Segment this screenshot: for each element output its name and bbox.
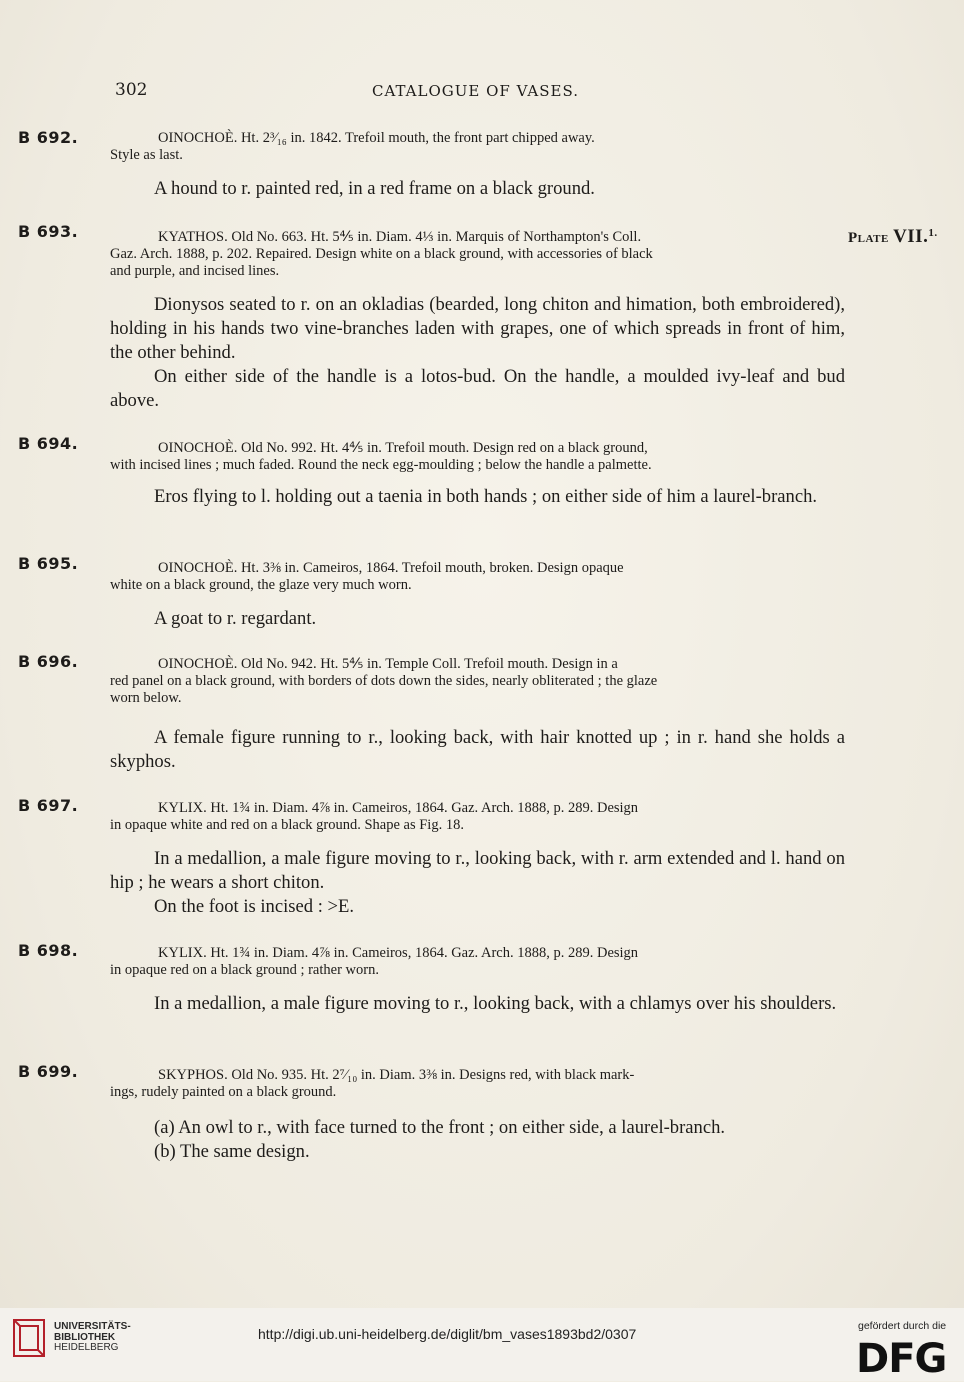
digitization-footer (0, 1308, 964, 1381)
entry-header-line: OINOCHOÈ. Ht. 3⅜ in. Cameiros, 1864. Trefoil mouth, broken. Design opaque (158, 560, 624, 576)
entry-number: B 697. (18, 796, 79, 815)
entry-header (110, 945, 845, 979)
page-number: 302 (115, 80, 148, 100)
logo-line: BIBLIOTHEK (54, 1331, 116, 1343)
entry-header-line: SKYPHOS. Old No. 935. Ht. 2⁷⁄₁₀ in. Diam. 3⅜ in. Designs red, with black mark- (158, 1067, 635, 1083)
entry-header-line: red panel on a black ground, with borders of dots down the sides, nearly obliterated ; the glaze (110, 673, 658, 689)
logo-line: UNIVERSITÄTS- (54, 1321, 131, 1332)
entry-header-line: ings, rudely painted on a black ground. (110, 1084, 337, 1100)
description-paragraph: Dionysos seated to r. on an okladias (bearded, long chiton and himation, both embroidered), holding in his hands two vine-branches laden with grapes, one of which spreads in front of him, the other behind. (110, 294, 845, 363)
entry-header-line: in opaque white and red on a black ground. Shape as Fig. 18. (110, 817, 464, 833)
entry-number: B 694. (18, 434, 79, 453)
entry-description (110, 726, 845, 774)
entry-description (110, 485, 845, 509)
running-title: CATALOGUE OF VASES. (372, 82, 579, 100)
description-paragraph: (a) An owl to r., with face turned to the front ; on either side, a laurel-branch. (154, 1117, 726, 1138)
entry-header-line: KYLIX. Ht. 1¾ in. Diam. 4⅞ in. Cameiros, 1864. Gaz. Arch. 1888, p. 289. Design (158, 945, 639, 961)
entry-description (110, 607, 845, 631)
funded-by-text: gefördert durch die (858, 1320, 947, 1332)
entry-description (110, 992, 845, 1016)
entry-header (110, 440, 845, 474)
description-paragraph: Eros flying to l. holding out a taenia in both hands ; on either side of him a laurel-branch. (154, 486, 818, 507)
entry-header (110, 229, 845, 280)
description-paragraph: In a medallion, a male figure moving to r., looking back, with a chlamys over his shoulders. (154, 993, 837, 1014)
dfg-logo: DFG (856, 1336, 947, 1382)
entry-header-line: and purple, and incised lines. (110, 263, 280, 279)
entry-description (110, 177, 845, 201)
description-paragraph: (b) The same design. (154, 1141, 310, 1162)
source-url-link[interactable]: http://digi.ub.uni-heidelberg.de/diglit/bm_vases1893bd2/0307 (258, 1326, 637, 1342)
description-paragraph: On the foot is incised : >E. (154, 896, 355, 917)
entry-number: B 699. (18, 1062, 79, 1081)
entry-header (110, 656, 845, 707)
description-paragraph: A goat to r. regardant. (154, 608, 317, 629)
description-paragraph: A hound to r. painted red, in a red frame on a black ground. (154, 178, 595, 199)
plate-label (848, 226, 938, 248)
entry-header (110, 800, 845, 834)
entry-number: B 695. (18, 554, 79, 573)
entry-header-line: Gaz. Arch. 1888, p. 202. Repaired. Design white on a black ground, with accessories of black (110, 246, 653, 262)
description-paragraph: On either side of the handle is a lotos-bud. On the handle, a moulded ivy-leaf and bud above. (110, 366, 845, 411)
description-paragraph: A female figure running to r., looking back, with hair knotted up ; in r. hand she holds a skyphos. (110, 727, 845, 772)
entry-description (110, 1116, 845, 1164)
entry-header-line: in opaque red on a black ground ; rather worn. (110, 962, 379, 978)
entry-header-line: OINOCHOÈ. Old No. 992. Ht. 4⅘ in. Trefoil mouth. Design red on a black ground, (158, 440, 648, 456)
entry-header-line: worn below. (110, 690, 182, 706)
entry-header-line: KYATHOS. Old No. 663. Ht. 5⅘ in. Diam. 4⅓ in. Marquis of Northampton's Coll. (158, 229, 642, 245)
entry-number: B 692. (18, 128, 79, 147)
plate-word: Plate (848, 230, 889, 246)
entry-description (110, 293, 845, 413)
logo-line: HEIDELBERG (54, 1342, 119, 1353)
university-library-logo-icon (12, 1318, 46, 1358)
description-paragraph: In a medallion, a male figure moving to r., looking back, with r. arm extended and l. hand on hip ; he wears a short chiton. (110, 848, 845, 893)
entry-header-line: Style as last. (110, 147, 183, 163)
entry-number: B 698. (18, 941, 79, 960)
entry-header-line: with incised lines ; much faded. Round the neck egg-moulding ; below the handle a palmette. (110, 457, 652, 473)
entry-header-line: OINOCHOÈ. Old No. 942. Ht. 5⅘ in. Temple Coll. Trefoil mouth. Design in a (158, 656, 618, 672)
entry-number: B 693. (18, 222, 79, 241)
entry-header (110, 560, 845, 594)
plate-numeral: VII. (893, 226, 929, 247)
plate-fig: 1. (928, 227, 938, 239)
entry-header-line: KYLIX. Ht. 1¾ in. Diam. 4⅞ in. Cameiros, 1864. Gaz. Arch. 1888, p. 289. Design (158, 800, 639, 816)
entry-number: B 696. (18, 652, 79, 671)
entry-header-line: OINOCHOÈ. Ht. 2³⁄₁₆ in. 1842. Trefoil mouth, the front part chipped away. (158, 130, 595, 146)
university-library-name (54, 1322, 131, 1354)
entry-header-line: white on a black ground, the glaze very much worn. (110, 577, 412, 593)
entry-description (110, 847, 845, 919)
entry-header (110, 1067, 845, 1101)
entry-header (110, 130, 845, 164)
